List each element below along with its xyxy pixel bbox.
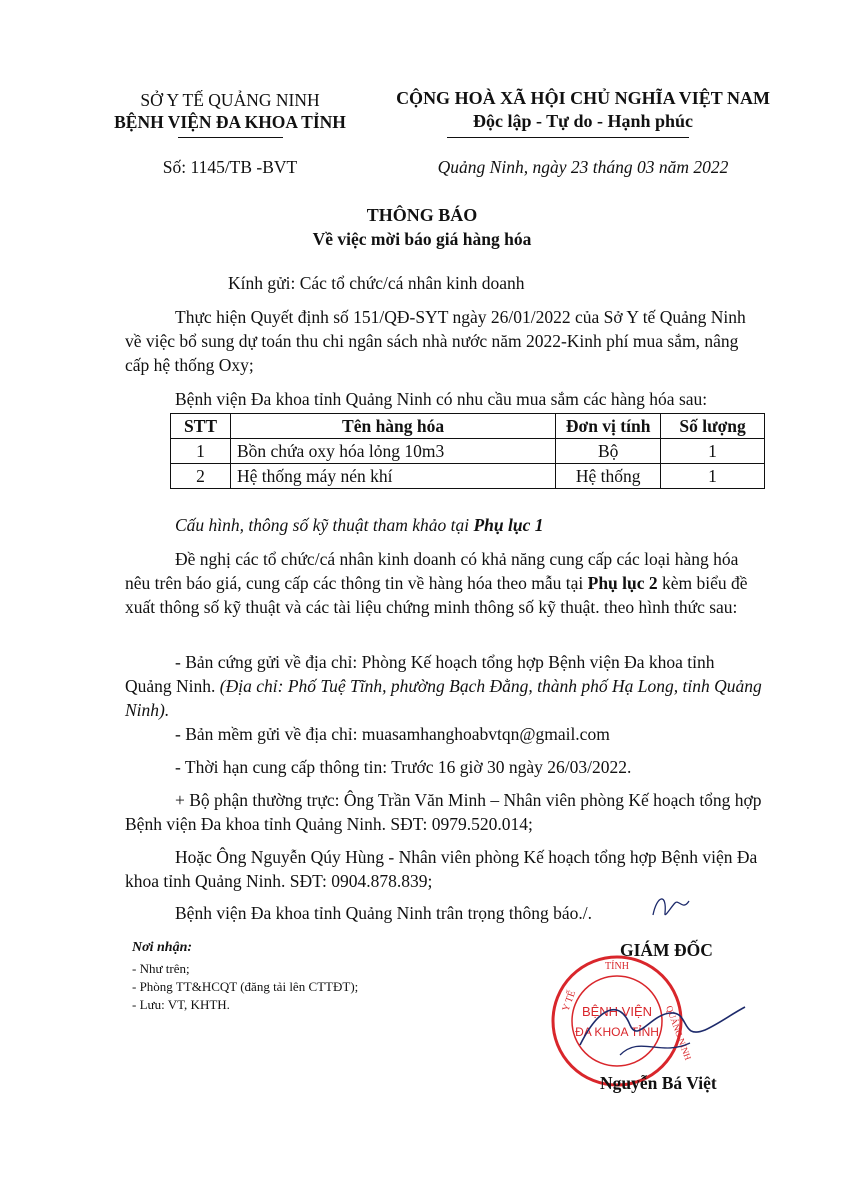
paragraph-decision: Thực hiện Quyết định số 151/QĐ-SYT ngày 26/01/2022 của Sở Y tế Quảng Ninh về việc bổ sung dự toán thu chi ngân sách nhà nước năm 2022-Kinh phí mua sắm, nâng cấp hệ thống Oxy; <box>125 307 746 375</box>
paragraph-hard-copy <box>125 650 765 722</box>
cell-unit: Bộ <box>556 439 661 464</box>
cell-stt: 1 <box>171 439 231 464</box>
col-header-stt: STT <box>171 414 231 439</box>
stamp-ring-top: TỈNH <box>605 961 629 972</box>
org-parent: SỞ Y TẾ QUẢNG NINH <box>140 90 320 110</box>
request-appendix: Phụ lục 2 <box>587 573 658 593</box>
signatory-name: Nguyễn Bá Việt <box>600 1073 717 1093</box>
recipient-item: - Như trên; <box>132 961 190 976</box>
doc-number: Số: 1145/TB -BVT <box>162 157 298 177</box>
cell-stt: 2 <box>171 464 231 489</box>
recipient-item: - Phòng TT&HCQT (đăng tải lên CTTĐT); <box>132 979 359 994</box>
stamp-line-2: ĐA KHOA TỈNH <box>575 1025 659 1039</box>
paragraph-deadline: - Thời hạn cung cấp thông tin: Trước 16 giờ 30 ngày 26/03/2022. <box>175 757 632 777</box>
request-text: Đề nghị các tổ chức/cá nhân kinh doanh có khả năng cung cấp các loại hàng hóa nêu trên báo giá, cung cấp các thông tin về hàng hóa theo mẫu tại <box>125 549 739 593</box>
motto-underline <box>447 137 689 138</box>
stamp-line-1: BỆNH VIỆN <box>581 1004 653 1019</box>
paragraph-contact-1: + Bộ phận thường trực: Ông Trần Văn Minh – Nhân viên phòng Kế hoạch tổng hợp Bệnh viện Đa khoa tỉnh Quảng Ninh. SĐT: 0979.520.014; <box>125 790 762 834</box>
cell-name: Hệ thống máy nén khí <box>230 464 555 489</box>
cell-name: Bồn chứa oxy hóa lỏng 10m3 <box>230 439 555 464</box>
doc-subtitle: Về việc mời báo giá hàng hóa <box>312 229 532 249</box>
col-header-qty: Số lượng <box>661 414 765 439</box>
director-signature <box>560 985 760 1075</box>
paragraph-contact-2: Hoặc Ông Nguyễn Qúy Hùng - Nhân viên phòng Kế hoạch tổng hợp Bệnh viện Đa khoa tỉnh Quảng Ninh. SĐT: 0904.878.839; <box>125 847 758 891</box>
config-line <box>175 515 544 536</box>
table-row <box>171 464 765 489</box>
col-header-unit: Đơn vị tính <box>556 414 661 439</box>
org-underline <box>178 137 283 138</box>
nation-title: CỘNG HOÀ XÃ HỘI CHỦ NGHĨA VIỆT NAM <box>396 88 770 108</box>
config-prefix: Cấu hình, thông số kỹ thuật tham khảo tại <box>175 515 474 535</box>
org-name: BỆNH VIỆN ĐA KHOA TỈNH <box>114 112 346 132</box>
paragraph-request <box>125 547 765 619</box>
stamp-ring-left: Y TẾ <box>560 989 579 1014</box>
signatory-role: GIÁM ĐỐC <box>620 940 713 960</box>
col-header-name: Tên hàng hóa <box>230 414 555 439</box>
paragraph-closing: Bệnh viện Đa khoa tỉnh Quảng Ninh trân trọng thông báo./. <box>175 903 593 923</box>
motto: Độc lập - Tự do - Hạnh phúc <box>472 111 694 131</box>
table-header-row <box>171 414 765 439</box>
paragraph-need: Bệnh viện Đa khoa tỉnh Quảng Ninh có nhu cầu mua sắm các hàng hóa sau: <box>175 389 708 409</box>
cell-unit: Hệ thống <box>556 464 661 489</box>
recipients-label: Nơi nhận: <box>132 940 193 955</box>
config-appendix: Phụ lục 1 <box>473 515 544 535</box>
recipient-item: - Lưu: VT, KHTH. <box>132 997 230 1012</box>
cell-qty: 1 <box>661 464 765 489</box>
cell-qty: 1 <box>661 439 765 464</box>
hard-copy-text: - Bản cứng gửi về địa chỉ: Phòng Kế hoạch tổng hợp Bệnh viện Đa khoa tỉnh Quảng Ninh. <box>125 652 715 696</box>
goods-table <box>170 413 765 489</box>
request-text-end: kèm biểu đề xuất thông số kỹ thuật và các tài liệu chứng minh thông số kỹ thuật. theo hình thức sau: <box>125 573 748 617</box>
paragraph-soft-copy: - Bản mềm gửi về địa chỉ: muasamhanghoabvtqn@gmail.com <box>175 724 610 744</box>
recipient-line: Kính gửi: Các tổ chức/cá nhân kinh doanh <box>228 273 525 293</box>
table-row <box>171 439 765 464</box>
initial-signature-mark <box>645 885 715 925</box>
hard-copy-address: (Địa chỉ: Phố Tuệ Tĩnh, phường Bạch Đằng, thành phố Hạ Long, tỉnh Quảng Ninh). <box>125 676 762 720</box>
doc-title: THÔNG BÁO <box>366 205 478 225</box>
place-date: Quảng Ninh, ngày 23 tháng 03 năm 2022 <box>437 157 729 177</box>
stamp-ring-right: QUẢNG NINH <box>664 1004 694 1062</box>
